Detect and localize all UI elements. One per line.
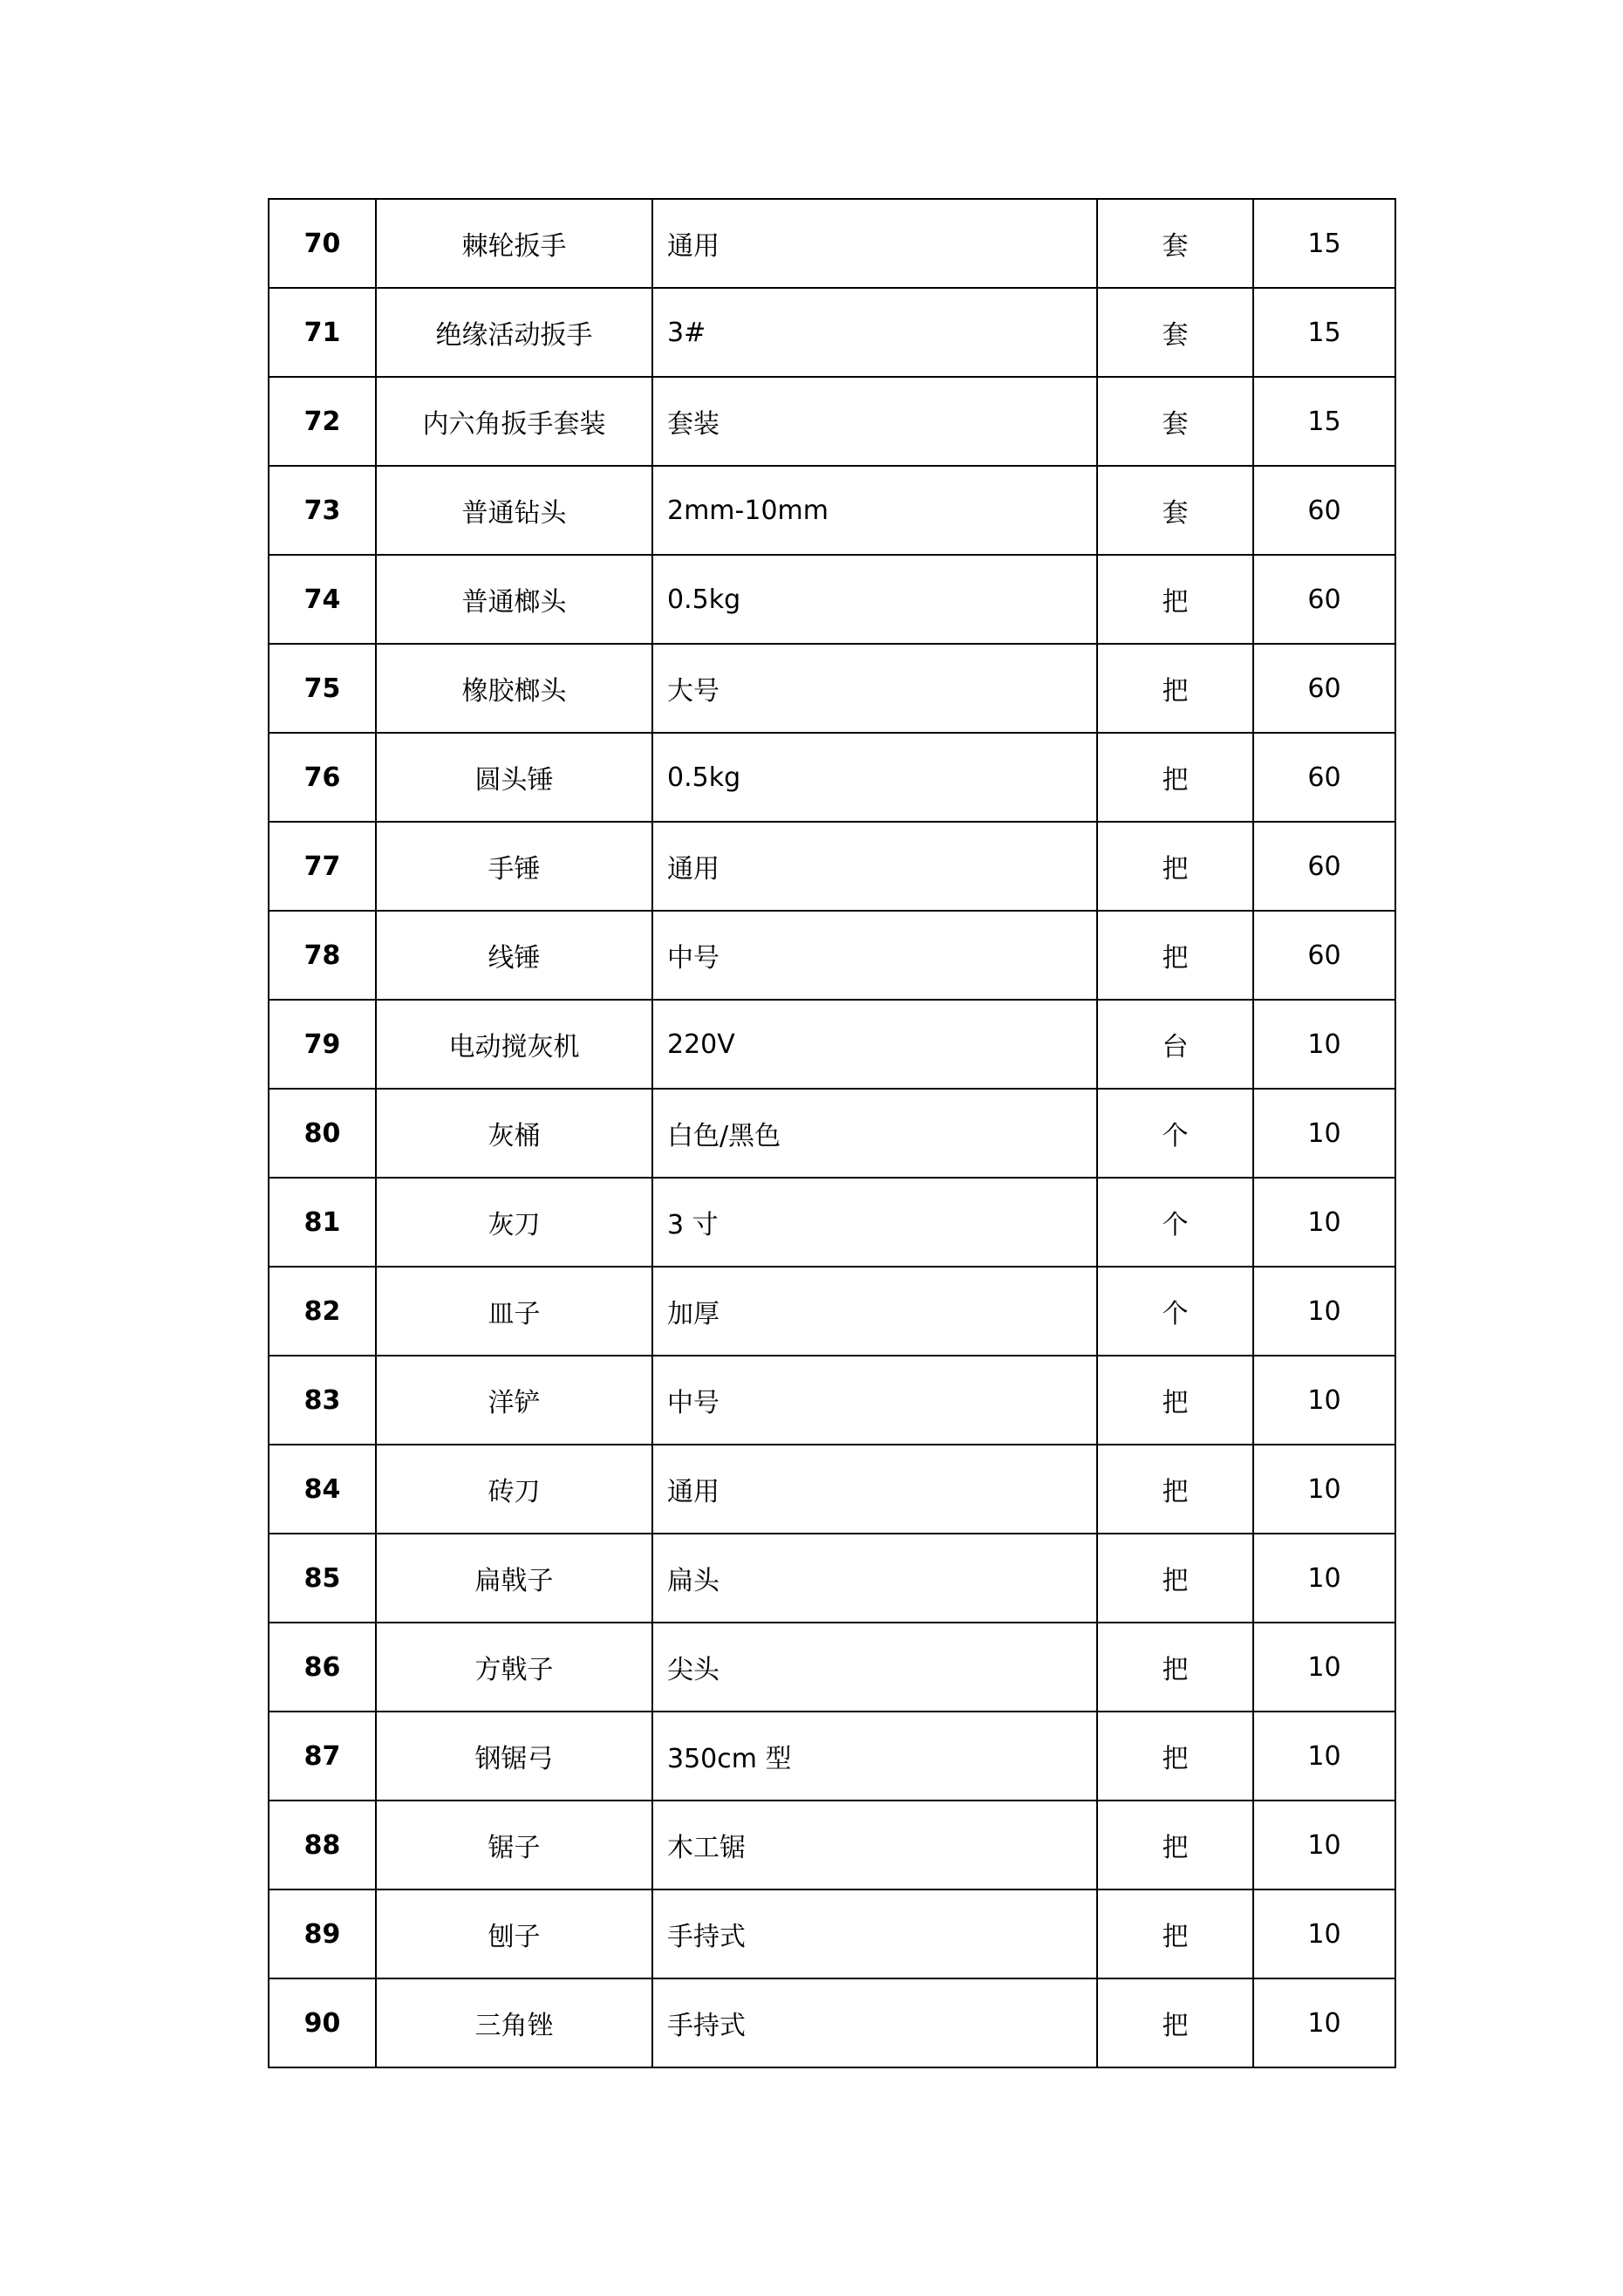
tool-inventory-table: [268, 198, 1396, 2068]
item-name-cell: 灰桶: [376, 1089, 652, 1178]
item-unit-cell: 把: [1097, 644, 1253, 733]
item-unit-cell: 套: [1097, 288, 1253, 377]
item-name-cell: 绝缘活动扳手: [376, 288, 652, 377]
item-name-cell: 扁戟子: [376, 1534, 652, 1623]
table-row: [269, 1889, 1395, 1978]
item-quantity-cell: 10: [1253, 1978, 1395, 2067]
item-number-cell: 82: [269, 1267, 376, 1356]
item-spec-cell: 3 寸: [652, 1178, 1097, 1267]
item-name-cell: 普通钻头: [376, 466, 652, 555]
table-row: [269, 1445, 1395, 1534]
item-spec-cell: 套装: [652, 377, 1097, 466]
item-quantity-cell: 10: [1253, 1712, 1395, 1801]
item-unit-cell: 套: [1097, 377, 1253, 466]
item-number-cell: 88: [269, 1801, 376, 1889]
item-spec-cell: 350cm 型: [652, 1712, 1097, 1801]
item-number-cell: 73: [269, 466, 376, 555]
item-quantity-cell: 60: [1253, 733, 1395, 822]
table-row: [269, 644, 1395, 733]
item-spec-cell: 手持式: [652, 1889, 1097, 1978]
item-unit-cell: 套: [1097, 466, 1253, 555]
item-quantity-cell: 15: [1253, 288, 1395, 377]
item-quantity-cell: 10: [1253, 1623, 1395, 1712]
item-spec-cell: 木工锯: [652, 1801, 1097, 1889]
item-number-cell: 75: [269, 644, 376, 733]
item-spec-cell: 0.5kg: [652, 555, 1097, 644]
item-quantity-cell: 10: [1253, 1445, 1395, 1534]
item-spec-cell: 扁头: [652, 1534, 1097, 1623]
item-number-cell: 79: [269, 1000, 376, 1089]
table-row: [269, 1178, 1395, 1267]
item-unit-cell: 个: [1097, 1089, 1253, 1178]
item-number-cell: 70: [269, 199, 376, 288]
item-number-cell: 84: [269, 1445, 376, 1534]
table-row: [269, 555, 1395, 644]
item-number-cell: 81: [269, 1178, 376, 1267]
item-number-cell: 76: [269, 733, 376, 822]
item-name-cell: 电动搅灰机: [376, 1000, 652, 1089]
item-spec-cell: 手持式: [652, 1978, 1097, 2067]
item-quantity-cell: 15: [1253, 377, 1395, 466]
item-name-cell: 灰刀: [376, 1178, 652, 1267]
table-row: [269, 911, 1395, 1000]
item-spec-cell: 中号: [652, 911, 1097, 1000]
item-name-cell: 橡胶榔头: [376, 644, 652, 733]
item-number-cell: 87: [269, 1712, 376, 1801]
item-quantity-cell: 10: [1253, 1000, 1395, 1089]
item-unit-cell: 把: [1097, 1445, 1253, 1534]
item-quantity-cell: 10: [1253, 1534, 1395, 1623]
item-name-cell: 普通榔头: [376, 555, 652, 644]
table-row: [269, 1267, 1395, 1356]
table-row: [269, 1978, 1395, 2067]
item-spec-cell: 中号: [652, 1356, 1097, 1445]
item-number-cell: 86: [269, 1623, 376, 1712]
table-row: [269, 733, 1395, 822]
item-number-cell: 72: [269, 377, 376, 466]
item-name-cell: 砖刀: [376, 1445, 652, 1534]
item-spec-cell: 尖头: [652, 1623, 1097, 1712]
item-name-cell: 锯子: [376, 1801, 652, 1889]
item-unit-cell: 把: [1097, 1534, 1253, 1623]
item-number-cell: 89: [269, 1889, 376, 1978]
table-row: [269, 1000, 1395, 1089]
item-number-cell: 77: [269, 822, 376, 911]
item-name-cell: 方戟子: [376, 1623, 652, 1712]
item-unit-cell: 把: [1097, 1623, 1253, 1712]
item-unit-cell: 把: [1097, 1356, 1253, 1445]
table-row: [269, 1356, 1395, 1445]
item-spec-cell: 2mm-10mm: [652, 466, 1097, 555]
item-number-cell: 80: [269, 1089, 376, 1178]
item-quantity-cell: 10: [1253, 1089, 1395, 1178]
table-row: [269, 1801, 1395, 1889]
item-number-cell: 71: [269, 288, 376, 377]
table-row: [269, 1712, 1395, 1801]
item-unit-cell: 套: [1097, 199, 1253, 288]
item-unit-cell: 把: [1097, 1712, 1253, 1801]
table-row: [269, 377, 1395, 466]
item-spec-cell: 通用: [652, 822, 1097, 911]
item-quantity-cell: 60: [1253, 555, 1395, 644]
item-quantity-cell: 60: [1253, 822, 1395, 911]
table-row: [269, 288, 1395, 377]
table-row: [269, 1534, 1395, 1623]
item-spec-cell: 0.5kg: [652, 733, 1097, 822]
item-unit-cell: 把: [1097, 911, 1253, 1000]
table-row: [269, 822, 1395, 911]
table-row: [269, 466, 1395, 555]
item-unit-cell: 个: [1097, 1178, 1253, 1267]
item-name-cell: 三角锉: [376, 1978, 652, 2067]
table-row: [269, 1623, 1395, 1712]
item-name-cell: 钢锯弓: [376, 1712, 652, 1801]
item-name-cell: 线锤: [376, 911, 652, 1000]
item-quantity-cell: 10: [1253, 1801, 1395, 1889]
item-unit-cell: 把: [1097, 822, 1253, 911]
item-quantity-cell: 10: [1253, 1889, 1395, 1978]
table-row: [269, 1089, 1395, 1178]
item-quantity-cell: 10: [1253, 1178, 1395, 1267]
item-quantity-cell: 10: [1253, 1267, 1395, 1356]
item-name-cell: 皿子: [376, 1267, 652, 1356]
item-unit-cell: 把: [1097, 1801, 1253, 1889]
item-unit-cell: 把: [1097, 1889, 1253, 1978]
item-name-cell: 洋铲: [376, 1356, 652, 1445]
item-quantity-cell: 60: [1253, 644, 1395, 733]
item-quantity-cell: 15: [1253, 199, 1395, 288]
item-spec-cell: 3#: [652, 288, 1097, 377]
item-unit-cell: 把: [1097, 733, 1253, 822]
item-unit-cell: 台: [1097, 1000, 1253, 1089]
item-name-cell: 棘轮扳手: [376, 199, 652, 288]
item-spec-cell: 通用: [652, 1445, 1097, 1534]
item-name-cell: 内六角扳手套装: [376, 377, 652, 466]
item-name-cell: 手锤: [376, 822, 652, 911]
item-unit-cell: 把: [1097, 1978, 1253, 2067]
item-spec-cell: 加厚: [652, 1267, 1097, 1356]
item-spec-cell: 220V: [652, 1000, 1097, 1089]
item-unit-cell: 个: [1097, 1267, 1253, 1356]
item-number-cell: 78: [269, 911, 376, 1000]
item-unit-cell: 把: [1097, 555, 1253, 644]
table-row: [269, 199, 1395, 288]
item-number-cell: 85: [269, 1534, 376, 1623]
item-quantity-cell: 10: [1253, 1356, 1395, 1445]
item-spec-cell: 白色/黑色: [652, 1089, 1097, 1178]
item-number-cell: 83: [269, 1356, 376, 1445]
item-name-cell: 圆头锤: [376, 733, 652, 822]
item-spec-cell: 大号: [652, 644, 1097, 733]
item-number-cell: 90: [269, 1978, 376, 2067]
item-number-cell: 74: [269, 555, 376, 644]
table-body: [269, 199, 1395, 2067]
item-quantity-cell: 60: [1253, 466, 1395, 555]
item-quantity-cell: 60: [1253, 911, 1395, 1000]
item-spec-cell: 通用: [652, 199, 1097, 288]
item-name-cell: 刨子: [376, 1889, 652, 1978]
